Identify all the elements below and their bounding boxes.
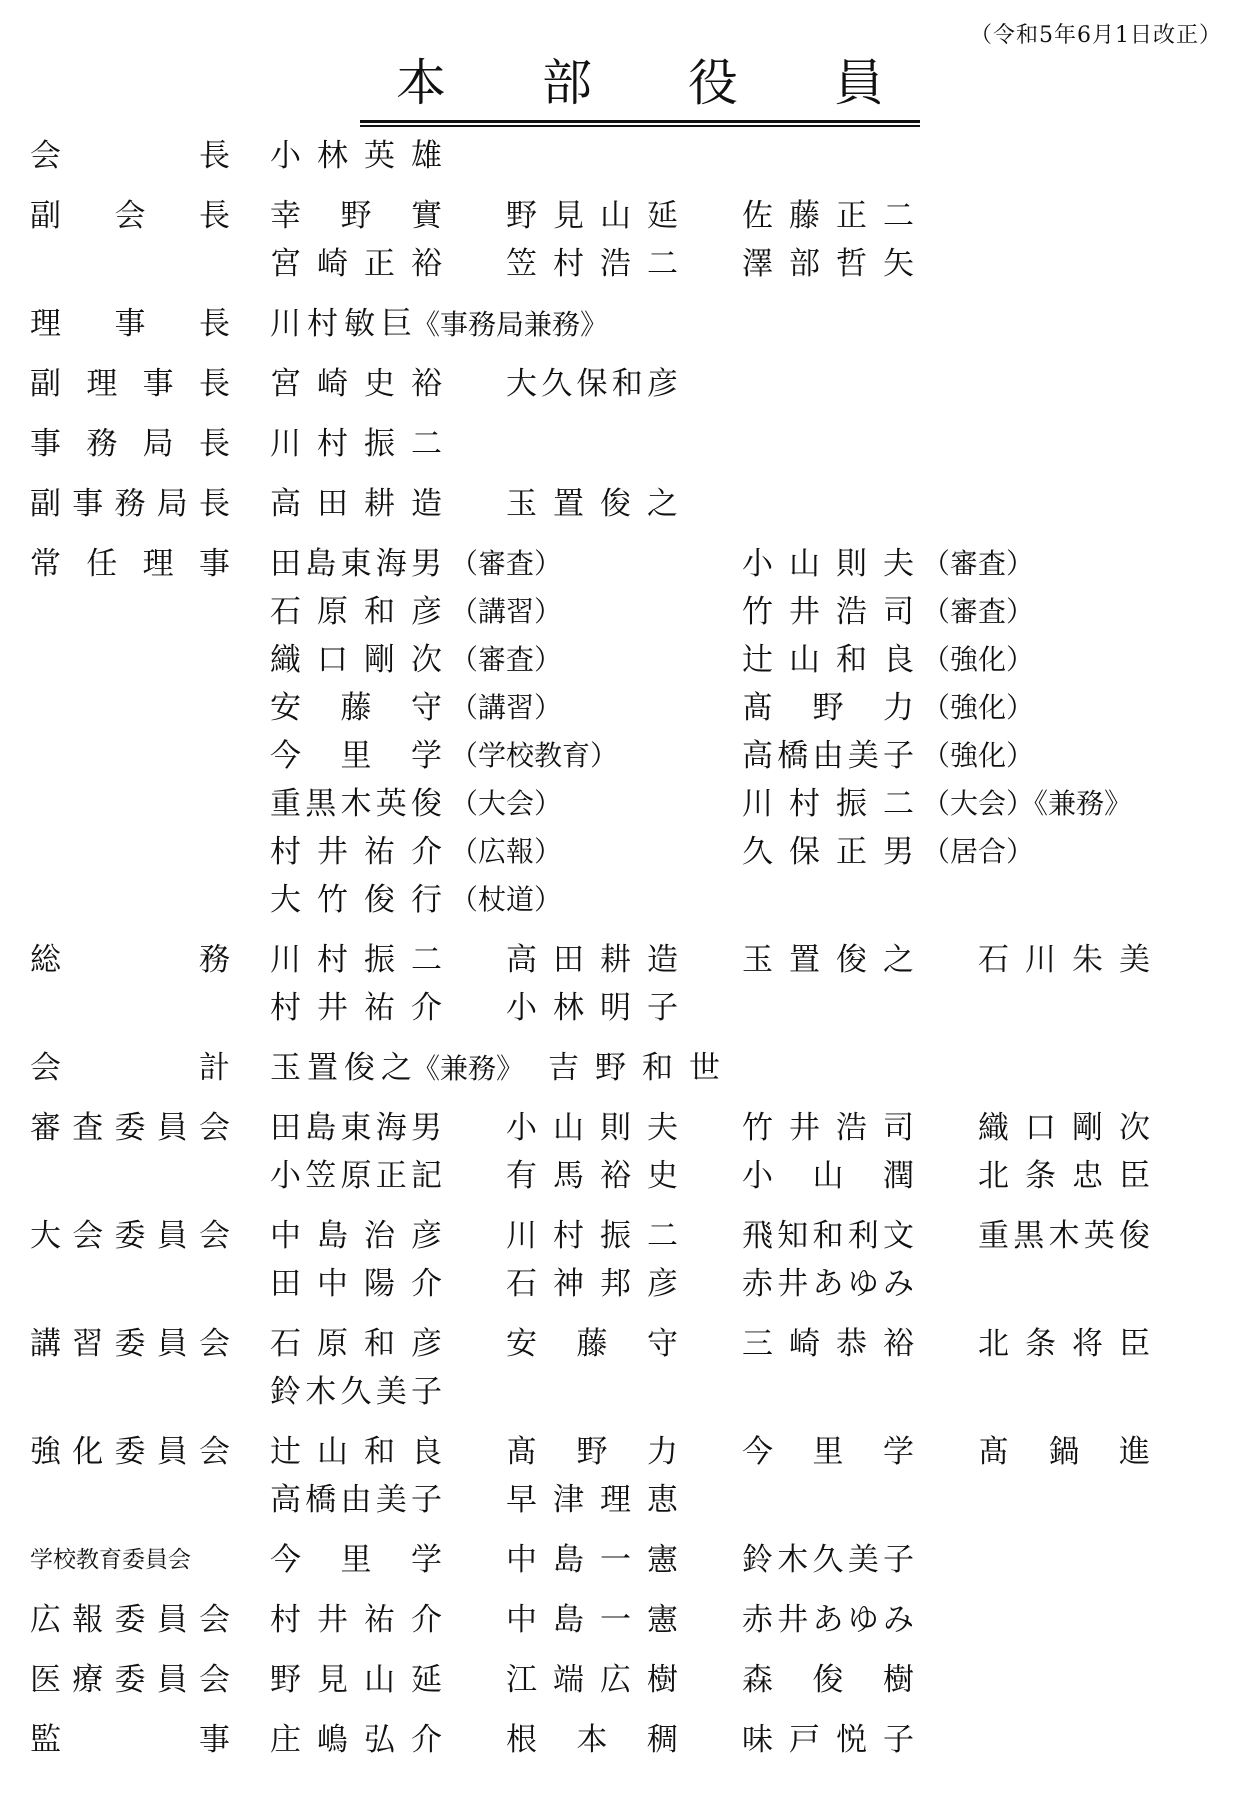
officer-entry — [506, 936, 742, 984]
title-char: 本 — [396, 54, 446, 112]
officer-entry — [978, 1320, 1214, 1368]
section-title: 監 事 — [30, 1722, 230, 1758]
roster-row — [270, 936, 1210, 984]
roster-section — [30, 540, 1230, 924]
person-name: 安 藤 守 — [270, 690, 442, 726]
role-note: （広報） — [450, 835, 563, 868]
person-name: 中 島 治 彦 — [270, 1218, 442, 1254]
roster-section — [30, 1212, 1230, 1308]
officer-entry — [742, 636, 1214, 684]
person-name: 髙 野 力 — [506, 1434, 678, 1470]
roster-row — [270, 1536, 1210, 1584]
roster-row — [270, 540, 1210, 588]
roster-section — [30, 192, 1230, 288]
roster-section — [30, 132, 1230, 180]
person-name: 中 島 一 憲 — [506, 1602, 678, 1638]
officer-entry — [742, 1656, 978, 1704]
person-name: 大 竹 俊 行 — [270, 882, 442, 918]
section-title: 副 事 務 局 長 — [30, 486, 230, 522]
revision-date: （令和5年6月1日改正） — [970, 23, 1222, 48]
roster-row — [270, 1044, 1210, 1092]
section-title: 会 計 — [30, 1050, 230, 1086]
officer-entry — [506, 192, 742, 240]
officer-entry — [270, 360, 506, 408]
officer-entry — [270, 1536, 506, 1584]
officer-entry — [506, 1476, 742, 1524]
role-note: （審査） — [922, 595, 1035, 628]
person-name: 小 山 則 夫 — [742, 546, 914, 582]
roster-section — [30, 1596, 1230, 1644]
person-name: 赤 井 あ ゆ み — [742, 1266, 914, 1302]
person-name: 織 口 剛 次 — [270, 642, 442, 678]
officer-entry — [548, 1044, 784, 1092]
officer-entry — [742, 588, 1214, 636]
person-name: 小 山 潤 — [742, 1158, 914, 1194]
officer-entry — [742, 684, 1214, 732]
officer-entry — [978, 1152, 1214, 1200]
officer-entry — [270, 984, 506, 1032]
officer-entry — [742, 1152, 978, 1200]
section-title: 会 長 — [30, 138, 230, 174]
roster-row — [270, 300, 1210, 348]
section-title: 理 事 長 — [30, 306, 230, 342]
officer-entry — [506, 1320, 742, 1368]
person-name: 大 久 保 和 彦 — [506, 366, 678, 402]
person-name: 重 黒 木 英 俊 — [978, 1218, 1150, 1254]
person-name: 有 馬 裕 史 — [506, 1158, 678, 1194]
officer-entry — [506, 1428, 742, 1476]
roster-row — [270, 192, 1210, 240]
roster-row — [270, 1596, 1210, 1644]
roster-row — [270, 420, 1210, 468]
roster-section — [30, 420, 1230, 468]
person-name: 石 原 和 彦 — [270, 594, 442, 630]
officer-entry — [742, 1320, 978, 1368]
roster-row — [270, 1656, 1210, 1704]
roster-section — [30, 480, 1230, 528]
officer-entry — [270, 540, 742, 588]
roster-section — [30, 1716, 1230, 1764]
person-name: 高 田 耕 造 — [506, 942, 678, 978]
officer-entry — [742, 1104, 978, 1152]
role-note: （大会） — [450, 787, 563, 820]
person-name: 赤 井 あ ゆ み — [742, 1602, 914, 1638]
person-name: 久 保 正 男 — [742, 834, 914, 870]
officer-entry — [506, 1536, 742, 1584]
officer-entry — [270, 1428, 506, 1476]
person-name: 玉 置 俊 之 《兼務》 — [270, 1049, 525, 1086]
person-name: 川 村 振 二 — [506, 1218, 678, 1254]
person-name: 小 林 明 子 — [506, 990, 678, 1026]
person-name: 村 井 祐 介 — [270, 1602, 442, 1638]
officer-entry — [742, 1716, 978, 1764]
officer-entry — [270, 1656, 506, 1704]
section-title: 総 務 — [30, 942, 230, 978]
officer-entry — [978, 1104, 1214, 1152]
officer-entry — [270, 1260, 506, 1308]
role-note: （講習） — [450, 595, 563, 628]
officer-entry — [270, 828, 742, 876]
officer-entry — [270, 1044, 524, 1093]
person-name: 竹 井 浩 司 — [742, 1110, 914, 1146]
roster-row — [270, 588, 1210, 636]
person-name: 三 崎 恭 裕 — [742, 1326, 914, 1362]
officer-entry — [742, 240, 978, 288]
officer-entry — [978, 936, 1214, 984]
person-name: 川 村 敏 巨 《事務局兼務》 — [270, 305, 609, 342]
person-name: 森 俊 樹 — [742, 1662, 914, 1698]
person-name: 田 島 東 海 男 — [270, 546, 442, 582]
officer-entry — [270, 1596, 506, 1644]
roster-row — [270, 240, 1210, 288]
person-name: 小 山 則 夫 — [506, 1110, 678, 1146]
title-char: 役 — [688, 54, 738, 112]
roster-row — [270, 984, 1210, 1032]
roster-row — [270, 1104, 1210, 1152]
person-name: 根 本 稠 — [506, 1722, 678, 1758]
officer-entry — [506, 1104, 742, 1152]
officer-entry — [742, 1596, 978, 1644]
officer-entry — [270, 636, 742, 684]
person-name: 玉 置 俊 之 — [506, 486, 678, 522]
roster-row — [270, 636, 1210, 684]
officer-entry — [270, 684, 742, 732]
person-name: 今 里 学 — [742, 1434, 914, 1470]
officer-entry — [506, 1656, 742, 1704]
section-title: 事 務 局 長 — [30, 426, 230, 462]
officer-entry — [270, 588, 742, 636]
role-note: （講習） — [450, 691, 563, 724]
person-name: 佐 藤 正 二 — [742, 198, 914, 234]
person-name: 辻 山 和 良 — [270, 1434, 442, 1470]
roster-row — [270, 780, 1210, 828]
officer-entry — [270, 132, 506, 180]
person-name: 高 橋 由 美 子 — [742, 738, 914, 774]
roster-section — [30, 1656, 1230, 1704]
person-name: 重 黒 木 英 俊 — [270, 786, 442, 822]
person-name: 村 井 祐 介 — [270, 834, 442, 870]
officer-entry — [270, 1368, 506, 1416]
person-name: 早 津 理 恵 — [506, 1482, 678, 1518]
roster-section — [30, 936, 1230, 1032]
person-name: 玉 置 俊 之 — [742, 942, 914, 978]
officer-entry — [978, 1212, 1214, 1260]
officer-entry — [270, 876, 742, 924]
officer-entry — [270, 1476, 506, 1524]
roster-row — [270, 1428, 1210, 1476]
person-name: 髙 鍋 進 — [978, 1434, 1150, 1470]
officer-entry — [270, 420, 506, 468]
officer-entry — [742, 780, 1214, 828]
person-name: 川 村 振 二 — [270, 426, 442, 462]
roster-section — [30, 300, 1230, 348]
officer-entry — [506, 1596, 742, 1644]
section-title: 審 査 委 員 会 — [30, 1110, 230, 1146]
role-note: （審査） — [922, 547, 1035, 580]
person-name: 竹 井 浩 司 — [742, 594, 914, 630]
officer-entry — [742, 192, 978, 240]
person-name: 田 中 陽 介 — [270, 1266, 442, 1302]
officer-entry — [506, 984, 742, 1032]
section-title: 大 会 委 員 会 — [30, 1218, 230, 1254]
section-title: 強 化 委 員 会 — [30, 1434, 230, 1470]
section-title: 講 習 委 員 会 — [30, 1326, 230, 1362]
roster-row — [270, 1716, 1210, 1764]
officer-entry — [506, 240, 742, 288]
roster-row — [270, 480, 1210, 528]
person-name: 宮 崎 史 裕 — [270, 366, 442, 402]
roster-row — [270, 360, 1210, 408]
person-name: 今 里 学 — [270, 1542, 442, 1578]
person-name: 石 川 朱 美 — [978, 942, 1150, 978]
person-name: 織 口 剛 次 — [978, 1110, 1150, 1146]
title-char: 部 — [542, 54, 592, 112]
section-title: 医 療 委 員 会 — [30, 1662, 230, 1698]
officer-entry — [742, 1428, 978, 1476]
person-name: 庄 嶋 弘 介 — [270, 1722, 442, 1758]
person-name: 小 林 英 雄 — [270, 138, 442, 174]
officer-entry — [270, 1212, 506, 1260]
roster-row — [270, 732, 1210, 780]
officer-entry — [270, 732, 742, 780]
person-name: 高 田 耕 造 — [270, 486, 442, 522]
roster-section — [30, 1044, 1230, 1092]
officer-entry — [270, 1716, 506, 1764]
roster-row — [270, 684, 1210, 732]
officer-entry — [506, 480, 742, 528]
officer-entry — [506, 360, 742, 408]
roster-row — [270, 828, 1210, 876]
person-name: 中 島 一 憲 — [506, 1542, 678, 1578]
section-title: 副 会 長 — [30, 198, 230, 234]
roster-row — [270, 132, 1210, 180]
section-title: 学校教育委員会 — [30, 1547, 191, 1573]
role-note: （杖道） — [450, 883, 563, 916]
person-name: 川 村 振 二 — [270, 942, 442, 978]
person-name: 野 見 山 延 — [270, 1662, 442, 1698]
section-title: 副 理 事 長 — [30, 366, 230, 402]
officer-entry — [270, 1320, 506, 1368]
person-name: 髙 野 力 — [742, 690, 914, 726]
person-name: 吉 野 和 世 — [548, 1050, 721, 1086]
person-name: 江 端 広 樹 — [506, 1662, 678, 1698]
roster-row — [270, 1212, 1210, 1260]
person-name: 鈴 木 久 美 子 — [742, 1542, 914, 1578]
officer-entry — [742, 1536, 978, 1584]
role-note: （強化） — [922, 739, 1035, 772]
role-note: （学校教育） — [450, 739, 619, 772]
person-name: 宮 崎 正 裕 — [270, 246, 442, 282]
roster-row — [270, 1476, 1210, 1524]
officer-entry — [742, 828, 1214, 876]
officer-entry — [742, 1260, 978, 1308]
person-name: 味 戸 悦 子 — [742, 1722, 914, 1758]
officer-entry — [742, 1212, 978, 1260]
officer-entry — [270, 1152, 506, 1200]
person-name: 飛 知 和 利 文 — [742, 1218, 914, 1254]
officer-entry — [506, 1716, 742, 1764]
roster-row — [270, 1260, 1210, 1308]
roster-row — [270, 876, 1210, 924]
person-name: 小 笠 原 正 記 — [270, 1158, 442, 1194]
section-title: 広 報 委 員 会 — [30, 1602, 230, 1638]
officer-entry — [270, 192, 506, 240]
person-name: 鈴 木 久 美 子 — [270, 1374, 442, 1410]
officer-entry — [506, 1152, 742, 1200]
role-note: （審査） — [450, 547, 563, 580]
person-name: 澤 部 哲 矢 — [742, 246, 914, 282]
person-name: 石 神 邦 彦 — [506, 1266, 678, 1302]
person-name: 村 井 祐 介 — [270, 990, 442, 1026]
person-name: 今 里 学 — [270, 738, 442, 774]
roster-section — [30, 1428, 1230, 1524]
person-name: 北 条 忠 臣 — [978, 1158, 1150, 1194]
officer-entry — [270, 1104, 506, 1152]
role-note: （強化） — [922, 643, 1035, 676]
officer-entry — [978, 1428, 1214, 1476]
person-name: 高 橋 由 美 子 — [270, 1482, 442, 1518]
person-name: 笠 村 浩 二 — [506, 246, 678, 282]
roster-row — [270, 1152, 1210, 1200]
roster-row — [270, 1368, 1210, 1416]
officer-entry — [506, 1212, 742, 1260]
roster-section — [30, 1104, 1230, 1200]
person-name: 辻 山 和 良 — [742, 642, 914, 678]
officer-entry — [270, 936, 506, 984]
officer-entry — [742, 732, 1214, 780]
person-name: 幸 野 實 — [270, 198, 442, 234]
role-note: （審査） — [450, 643, 563, 676]
person-name: 田 島 東 海 男 — [270, 1110, 442, 1146]
roster-section — [30, 1536, 1230, 1584]
officer-entry — [742, 540, 1214, 588]
roster-row — [270, 1320, 1210, 1368]
section-title: 常 任 理 事 — [30, 546, 230, 582]
person-name: 北 条 将 臣 — [978, 1326, 1150, 1362]
officer-roster — [30, 132, 1230, 1776]
role-note: （大会）《兼務》 — [922, 787, 1133, 820]
roster-section — [30, 1320, 1230, 1416]
person-name: 川 村 振 二 — [742, 786, 914, 822]
officer-entry — [270, 240, 506, 288]
officer-entry — [506, 1260, 742, 1308]
person-name: 安 藤 守 — [506, 1326, 678, 1362]
officer-entry — [270, 780, 742, 828]
person-name: 野 見 山 延 — [506, 198, 678, 234]
officer-entry — [270, 480, 506, 528]
officer-entry — [742, 936, 978, 984]
officer-entry — [270, 300, 608, 349]
title-char: 員 — [834, 54, 884, 112]
role-note: （強化） — [922, 691, 1035, 724]
roster-section — [30, 360, 1230, 408]
person-name: 石 原 和 彦 — [270, 1326, 442, 1362]
role-note: （居合） — [922, 835, 1035, 868]
page-title — [360, 50, 920, 123]
